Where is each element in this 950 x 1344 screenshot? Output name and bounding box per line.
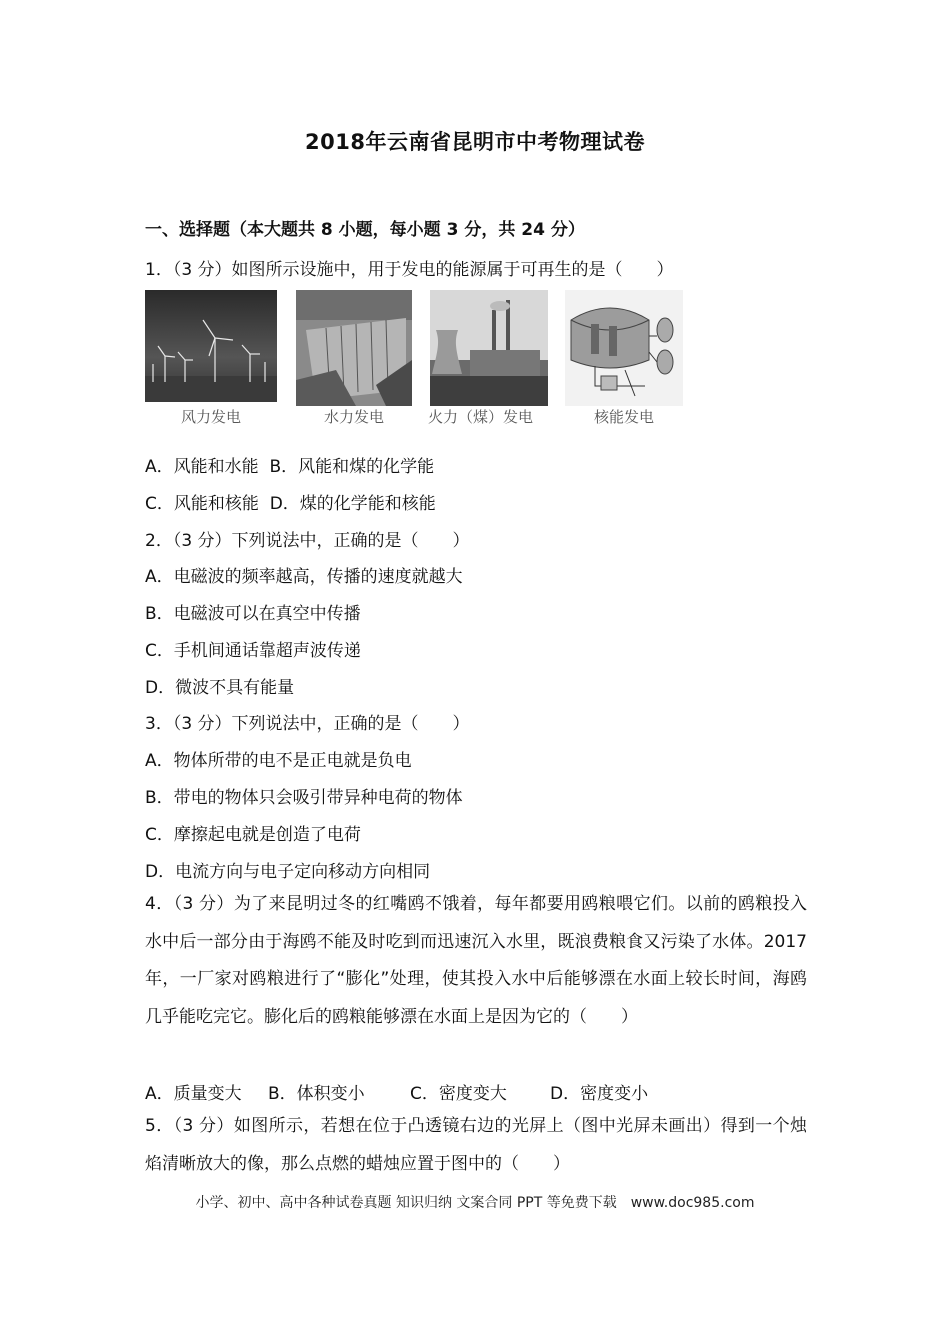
question-2-stem: 2．（3 分）下列说法中，正确的是（ ） (145, 531, 470, 551)
q3-option-d[interactable]: D．电流方向与电子定向移动方向相同 (145, 862, 431, 882)
q2-option-a[interactable]: A．电磁波的频率越高，传播的速度就越大 (145, 567, 463, 587)
q3-option-c[interactable]: C．摩擦起电就是创造了电荷 (145, 825, 361, 845)
q4-option-a[interactable]: A．质量变大 (145, 1084, 242, 1104)
hydro-power-image (296, 290, 412, 426)
q3-option-a[interactable]: A．物体所带的电不是正电就是负电 (145, 751, 412, 771)
q1-option-d[interactable]: D．煤的化学能和核能 (269, 494, 436, 514)
question-1-stem: 1．（3 分）如图所示设施中，用于发电的能源属于可再生的是（ ） (145, 260, 674, 280)
question-1-options-ab (145, 452, 434, 477)
q2-option-d[interactable]: D．微波不具有能量 (145, 678, 295, 698)
q2-option-b[interactable]: B．电磁波可以在真空中传播 (145, 604, 361, 624)
q1-option-b[interactable]: B．风能和煤的化学能 (269, 457, 435, 477)
question-5-stem: 5．（3 分）如图所示，若想在位于凸透镜右边的光屏上（图中光屏未画出）得到一个烛焰清晰放大的像，那么点燃的蜡烛应置于图中的（ ） (145, 1116, 807, 1174)
caption-coal: 火力（煤）发电 (428, 408, 534, 426)
caption-wind: 风力发电 (180, 408, 241, 426)
q4-option-d[interactable]: D．密度变小 (550, 1084, 649, 1104)
question-1-options-cd (145, 489, 436, 514)
caption-nuclear: 核能发电 (593, 408, 654, 426)
q4-option-b[interactable]: B．体积变小 (268, 1084, 365, 1104)
question-4-options (145, 1079, 648, 1104)
page-title: 2018年云南省昆明市中考物理试卷 (305, 130, 645, 154)
caption-hydro: 水力发电 (323, 408, 384, 426)
q1-option-c[interactable]: C．风能和核能 (145, 494, 259, 514)
wind-power-image (145, 290, 277, 426)
nuclear-power-image (565, 290, 683, 426)
coal-power-image (428, 290, 548, 426)
q1-option-a[interactable]: A．风能和水能 (145, 457, 259, 477)
q2-option-c[interactable]: C．手机间通话靠超声波传递 (145, 641, 361, 661)
question-3-stem: 3．（3 分）下列说法中，正确的是（ ） (145, 714, 470, 734)
page-footer: 小学、初中、高中各种试卷真题 知识归纳 文案合同 PPT 等免费下载 www.doc985.com (195, 1195, 755, 1211)
question-4-stem: 4．（3 分）为了来昆明过冬的红嘴鸥不饿着，每年都要用鸥粮喂它们。以前的鸥粮投入水中后一部分由于海鸥不能及时吃到而迅速沉入水里，既浪费粮食又污染了水体。2017 年，一厂家对鸥粮进行了“膨化”处理，使其投入水中后能够漂在水面上较长时间，海鸥几乎能吃完它。膨化后的鸥粮能够漂在水面上是因为它的（ ） (145, 894, 807, 1027)
section-heading: 一、选择题（本大题共 8 小题，每小题 3 分，共 24 分） (145, 220, 585, 240)
q3-option-b[interactable]: B．带电的物体只会吸引带异种电荷的物体 (145, 788, 463, 808)
q4-option-c[interactable]: C．密度变大 (410, 1084, 507, 1104)
question-1-figures (145, 290, 685, 430)
